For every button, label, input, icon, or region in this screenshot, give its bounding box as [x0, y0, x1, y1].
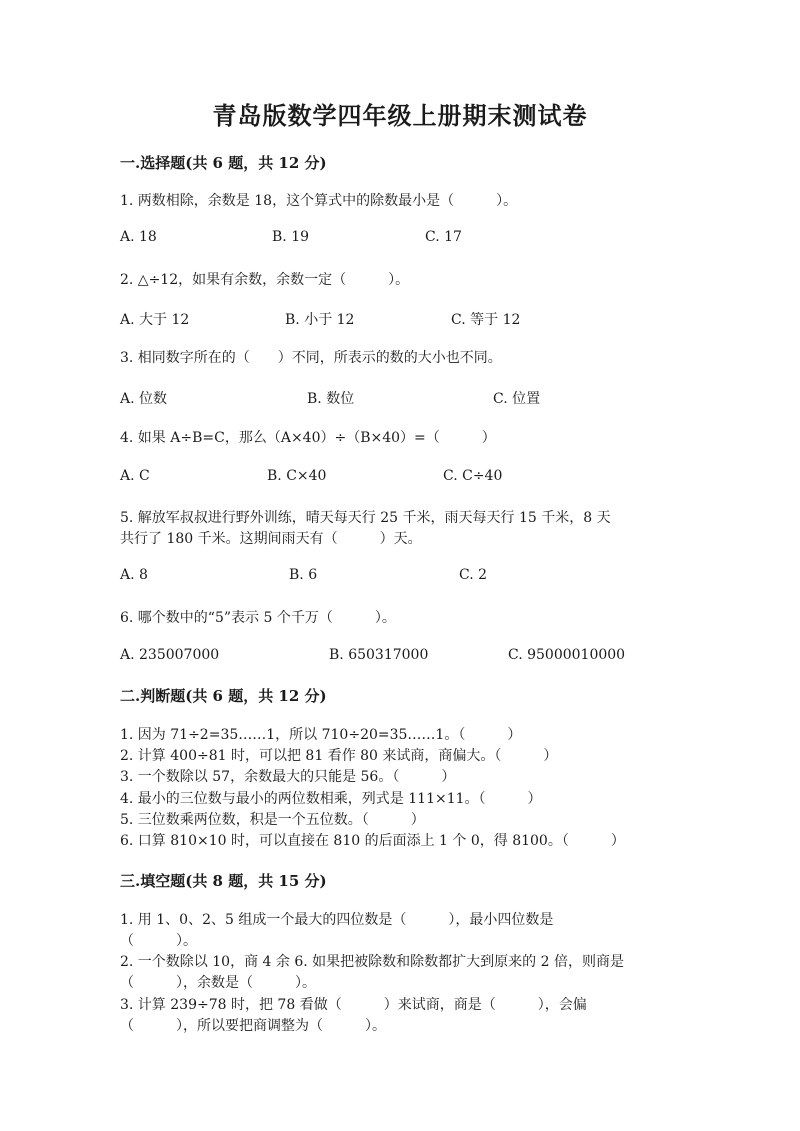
section-header-fill: 三.填空题(共 8 题，共 15 分): [120, 872, 327, 890]
question-text: 6. 哪个数中的“5”表示 5 个千万（ ）。: [120, 610, 396, 626]
option-a: A. 位数: [120, 391, 168, 407]
question-text: 3. 相同数字所在的（ ）不同，所表示的数的大小也不同。: [120, 350, 502, 366]
option-c: C. 位置: [493, 391, 541, 407]
judge-item: 3. 一个数除以 57，余数最大的只能是 56。（ ）: [120, 769, 456, 785]
option-a: A. 235007000: [120, 647, 220, 663]
option-c: C. 等于 12: [451, 312, 521, 328]
option-a: A. C: [120, 468, 150, 484]
fill-item-cont: （ ），余数是（ ）。: [120, 975, 316, 991]
fill-item: 1. 用 1、0、2、5 组成一个最大的四位数是（ ），最小四位数是: [120, 912, 554, 928]
question-text-cont: 共行了 180 千米。这期间雨天有（ ）天。: [120, 531, 422, 547]
fill-item: 3. 计算 239÷78 时，把 78 看做（ ）来试商，商是（ ），会偏: [120, 997, 587, 1013]
question-text: 2. △÷12，如果有余数，余数一定（ ）。: [120, 272, 410, 288]
question-text: 1. 两数相除，余数是 18，这个算式中的除数最小是（ ）。: [120, 193, 518, 209]
judge-item: 2. 计算 400÷81 时，可以把 81 看作 80 来试商，商偏大。（ ）: [120, 748, 558, 764]
option-b: B. 数位: [307, 391, 355, 407]
option-c: C. 17: [425, 229, 462, 245]
judge-item: 1. 因为 71÷2=35……1，所以 710÷20=35……1。（ ）: [120, 727, 522, 743]
judge-item: 4. 最小的三位数与最小的两位数相乘，列式是 111×11。（ ）: [120, 791, 542, 807]
question-text: 5. 解放军叔叔进行野外训练，晴天每天行 25 千米，雨天每天行 15 千米，8 天: [120, 510, 611, 526]
option-c: C. 2: [459, 567, 488, 583]
option-b: B. 19: [272, 229, 310, 245]
option-b: B. 小于 12: [285, 312, 355, 328]
judge-item: 6. 口算 810×10 时，可以直接在 810 的后面添上 1 个 0，得 8100。（ ）: [120, 833, 625, 849]
option-a: A. 8: [120, 567, 148, 583]
fill-item: 2. 一个数除以 10，商 4 余 6. 如果把被除数和除数都扩大到原来的 2 倍，则商是: [120, 954, 624, 970]
page-title: 青岛版数学四年级上册期末测试卷: [212, 101, 588, 130]
fill-item-cont: （ ），所以要把商调整为（ ）。: [120, 1018, 386, 1034]
option-c: C. C÷40: [443, 468, 503, 484]
fill-item-cont: （ ）。: [120, 933, 197, 949]
option-b: B. 6: [289, 567, 318, 583]
option-a: A. 18: [120, 229, 157, 245]
judge-item: 5. 三位数乘两位数，积是一个五位数。（ ）: [120, 812, 425, 828]
option-b: B. 650317000: [329, 647, 429, 663]
question-text: 4. 如果 A÷B=C，那么（A×40）÷（B×40）=（ ）: [120, 430, 496, 446]
option-c: C. 95000010000: [508, 647, 626, 663]
section-header-choice: 一.选择题(共 6 题，共 12 分): [120, 154, 327, 172]
section-header-judge: 二.判断题(共 6 题，共 12 分): [120, 687, 327, 705]
option-a: A. 大于 12: [120, 312, 190, 328]
option-b: B. C×40: [267, 468, 327, 484]
